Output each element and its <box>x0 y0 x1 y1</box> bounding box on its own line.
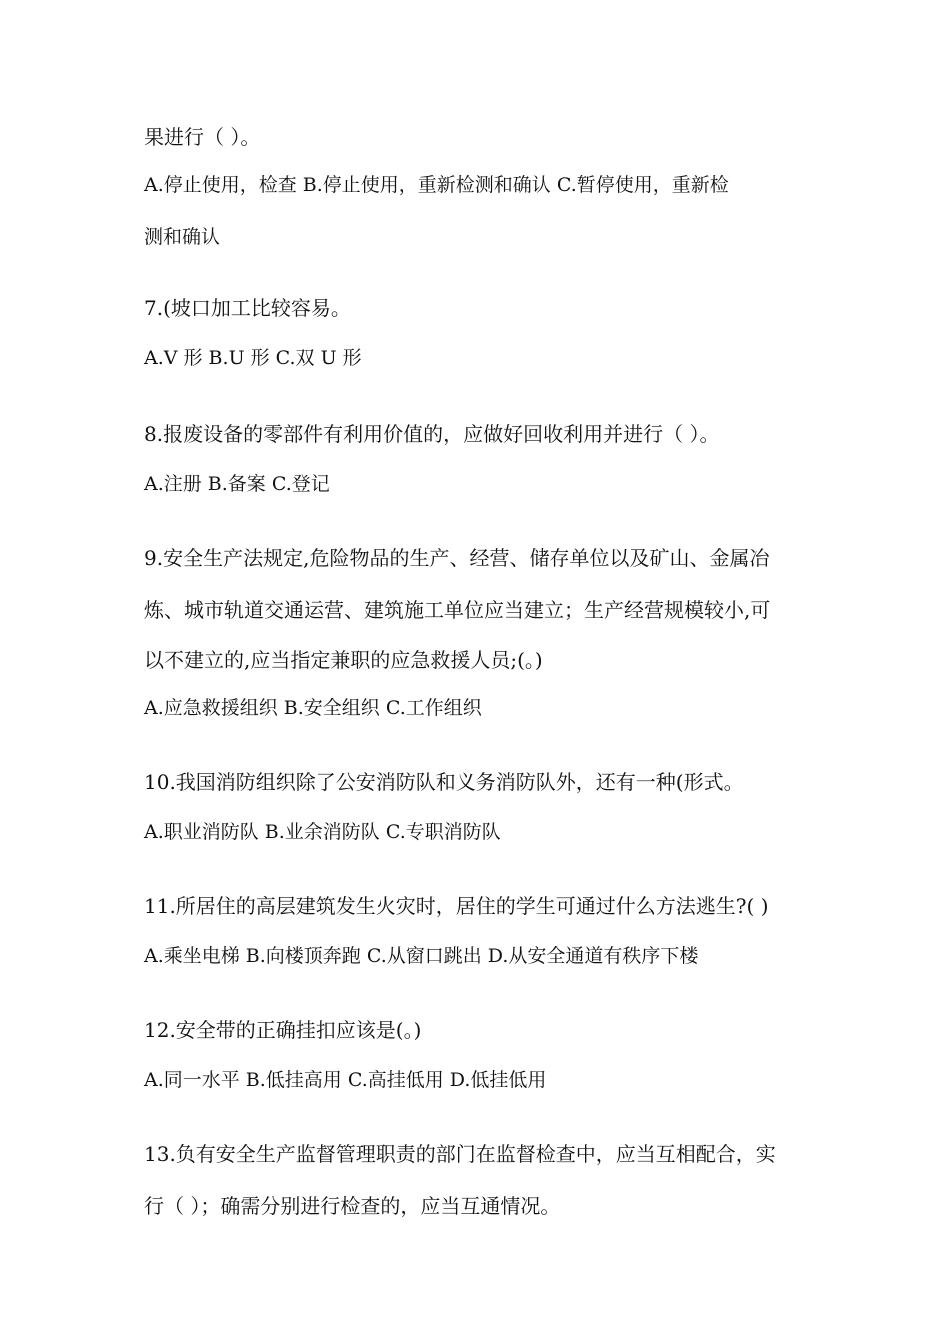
question-8-options: A.注册 B.备案 C.登记 <box>144 473 330 495</box>
question-9-line-2: 炼、城市轨道交通运营、建筑施工单位应当建立；生产经营规模较小,可 <box>144 598 771 622</box>
question-8: 8.报废设备的零部件有利用价值的，应做好回收利用并进行（ ）。 <box>144 422 720 446</box>
question-11: 11.所居住的高层建筑发生火灾时，居住的学生可通过什么方法逃生?( ) <box>144 894 769 918</box>
question-7: 7.(坡口加工比较容易。 <box>144 296 351 320</box>
question-13-line-1: 13.负有安全生产监督管理职责的部门在监督检查中，应当互相配合，实 <box>144 1142 776 1166</box>
question-9-line-3: 以不建立的,应当指定兼职的应急救援人员;(。) <box>144 648 543 672</box>
question-7-options: A.V 形 B.U 形 C.双 U 形 <box>144 347 362 369</box>
question-10: 10.我国消防组织除了公安消防队和义务消防队外，还有一种(形式。 <box>144 770 744 794</box>
question-12-options: A.同一水平 B.低挂高用 C.高挂低用 D.低挂低用 <box>144 1069 547 1091</box>
question-6-options: A.停止使用，检查 B.停止使用，重新检测和确认 C.暂停使用，重新检 <box>144 174 729 196</box>
question-13-line-2: 行（ ）；确需分别进行检查的，应当互通情况。 <box>144 1194 561 1218</box>
question-10-options: A.职业消防队 B.业余消防队 C.专职消防队 <box>144 821 501 843</box>
question-9-line-1: 9.安全生产法规定,危险物品的生产、经营、储存单位以及矿山、金属冶 <box>144 546 770 570</box>
question-12: 12.安全带的正确挂扣应该是(。) <box>144 1018 422 1042</box>
question-6-continuation: 果进行（ ）。 <box>144 125 261 149</box>
question-6-options-continued: 测和确认 <box>144 226 221 248</box>
question-11-options: A.乘坐电梯 B.向楼顶奔跑 C.从窗口跳出 D.从安全通道有秩序下楼 <box>144 945 699 967</box>
question-9-options: A.应急救援组织 B.安全组织 C.工作组织 <box>144 697 482 719</box>
